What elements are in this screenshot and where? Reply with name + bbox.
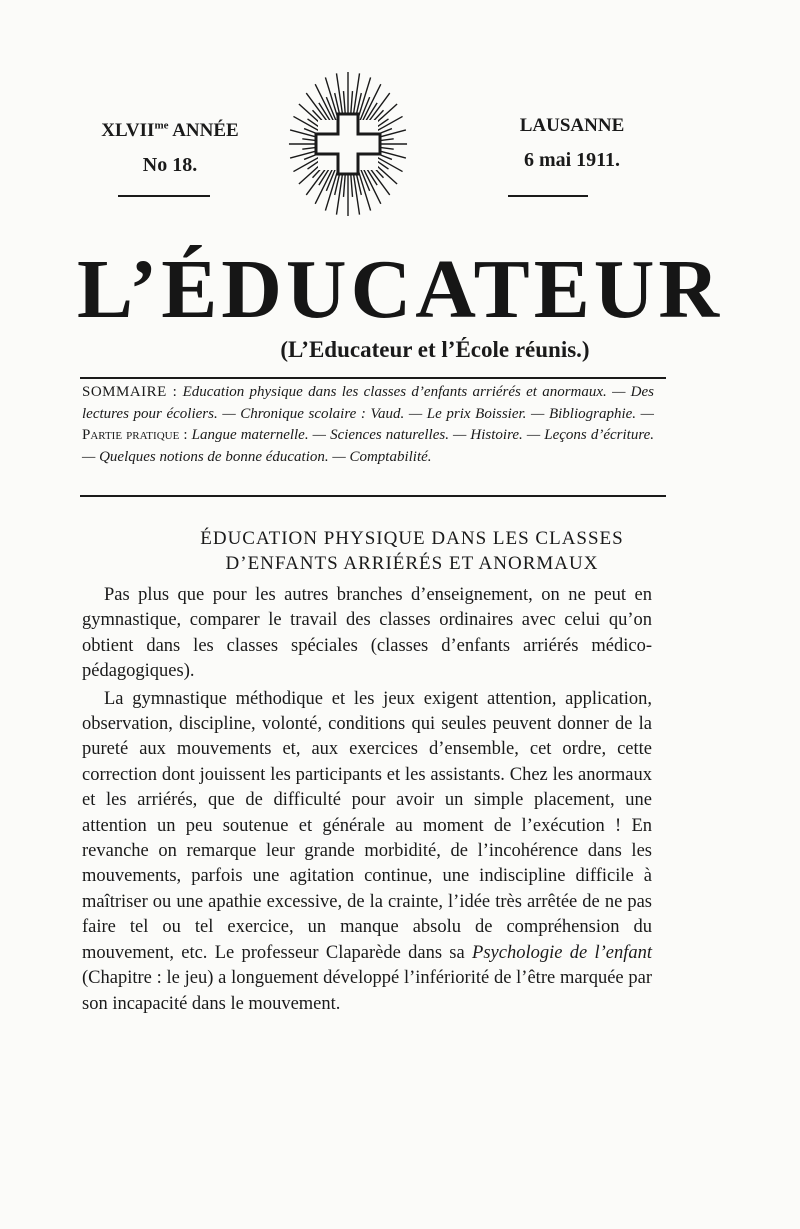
city-label: LAUSANNE xyxy=(519,115,625,136)
issue-number: No 18. xyxy=(142,154,198,177)
partie-pratique-label: Partie pratique : xyxy=(82,427,188,444)
sommaire-items-1: Education physique dans les classes d’enfants arriérés et anormaux. — Des lectures pour écoliers. — Chronique scolaire : Vaud. — Le prix Boissier. — Bibliographie. — xyxy=(82,384,655,422)
journal-subtitle: (L’Educateur et l’École réunis.) xyxy=(280,337,590,362)
masthead-rule-left xyxy=(118,195,210,197)
article-body xyxy=(82,583,652,1017)
sommaire-block xyxy=(82,382,654,468)
issue-date: 6 mai 1911. xyxy=(523,149,621,171)
masthead-rule-right xyxy=(508,195,588,197)
paragraph-2: La gymnastique méthodique et les jeux exigent attention, application, observation, discipline, volonté, conditions qui seules peuvent donner de la pureté aux mouvements et, aux exercices d’ensemble, cet ordre, cette correction dont jouissent les participants et les assistants. Chez les anormaux et les arriérés, que de difficulté pour avoir un simple placement, une attention un peu soutenue et générale au moment de l’exécution ! En revanche on remarque leur grande morbidité, de l’incohérence dans les mouvements, parfois une agitation continue, une indiscipline difficile à maîtriser ou une apathie excessive, de la crainte, l’idée très arrêtée de ne pas faire tel ou tel exercice, un manque absolu de compréhension du mouvement, etc. Le professeur Claparède dans sa Psychologie de l’enfant (Chapitre : le jeu) a longuement développé l’infériorité de l’être marquée par son incapacité dans le mouvement. xyxy=(82,688,653,1014)
sommaire-rule-top xyxy=(80,377,666,379)
sommaire-label: SOMMAIRE : xyxy=(82,384,178,400)
paragraph-1: Pas plus que pour les autres branches d’enseignement, on ne peut en gymnastique, comparer le travail des classes ordinaires avec celui qu’on obtient dans les classes spéciales (classes d’enfants arriérés médico-pédagogiques). xyxy=(82,585,652,682)
book-title: Psychologie de l’enfant xyxy=(472,942,653,963)
sommaire-items-2: Langue maternelle. — Sciences naturelles. — Histoire. — Leçons d’écriture. — Quelques notions de bonne éducation. — Comptabilité. xyxy=(82,427,655,465)
year-label: $XLVII^{me}$ ANNÉE xyxy=(101,120,239,142)
masthead-left xyxy=(50,112,290,179)
journal-title: L’ÉDUCATEUR xyxy=(76,243,724,336)
article-title-line1: ÉDUCATION PHYSIQUE DANS LES CLASSES xyxy=(200,528,624,549)
masthead-right xyxy=(452,112,692,174)
swiss-cross-emblem xyxy=(287,70,409,220)
sommaire-rule-bottom xyxy=(80,495,666,497)
article-title-line2: D’ENFANTS ARRIÉRÉS ET ANORMAUX xyxy=(225,553,599,574)
